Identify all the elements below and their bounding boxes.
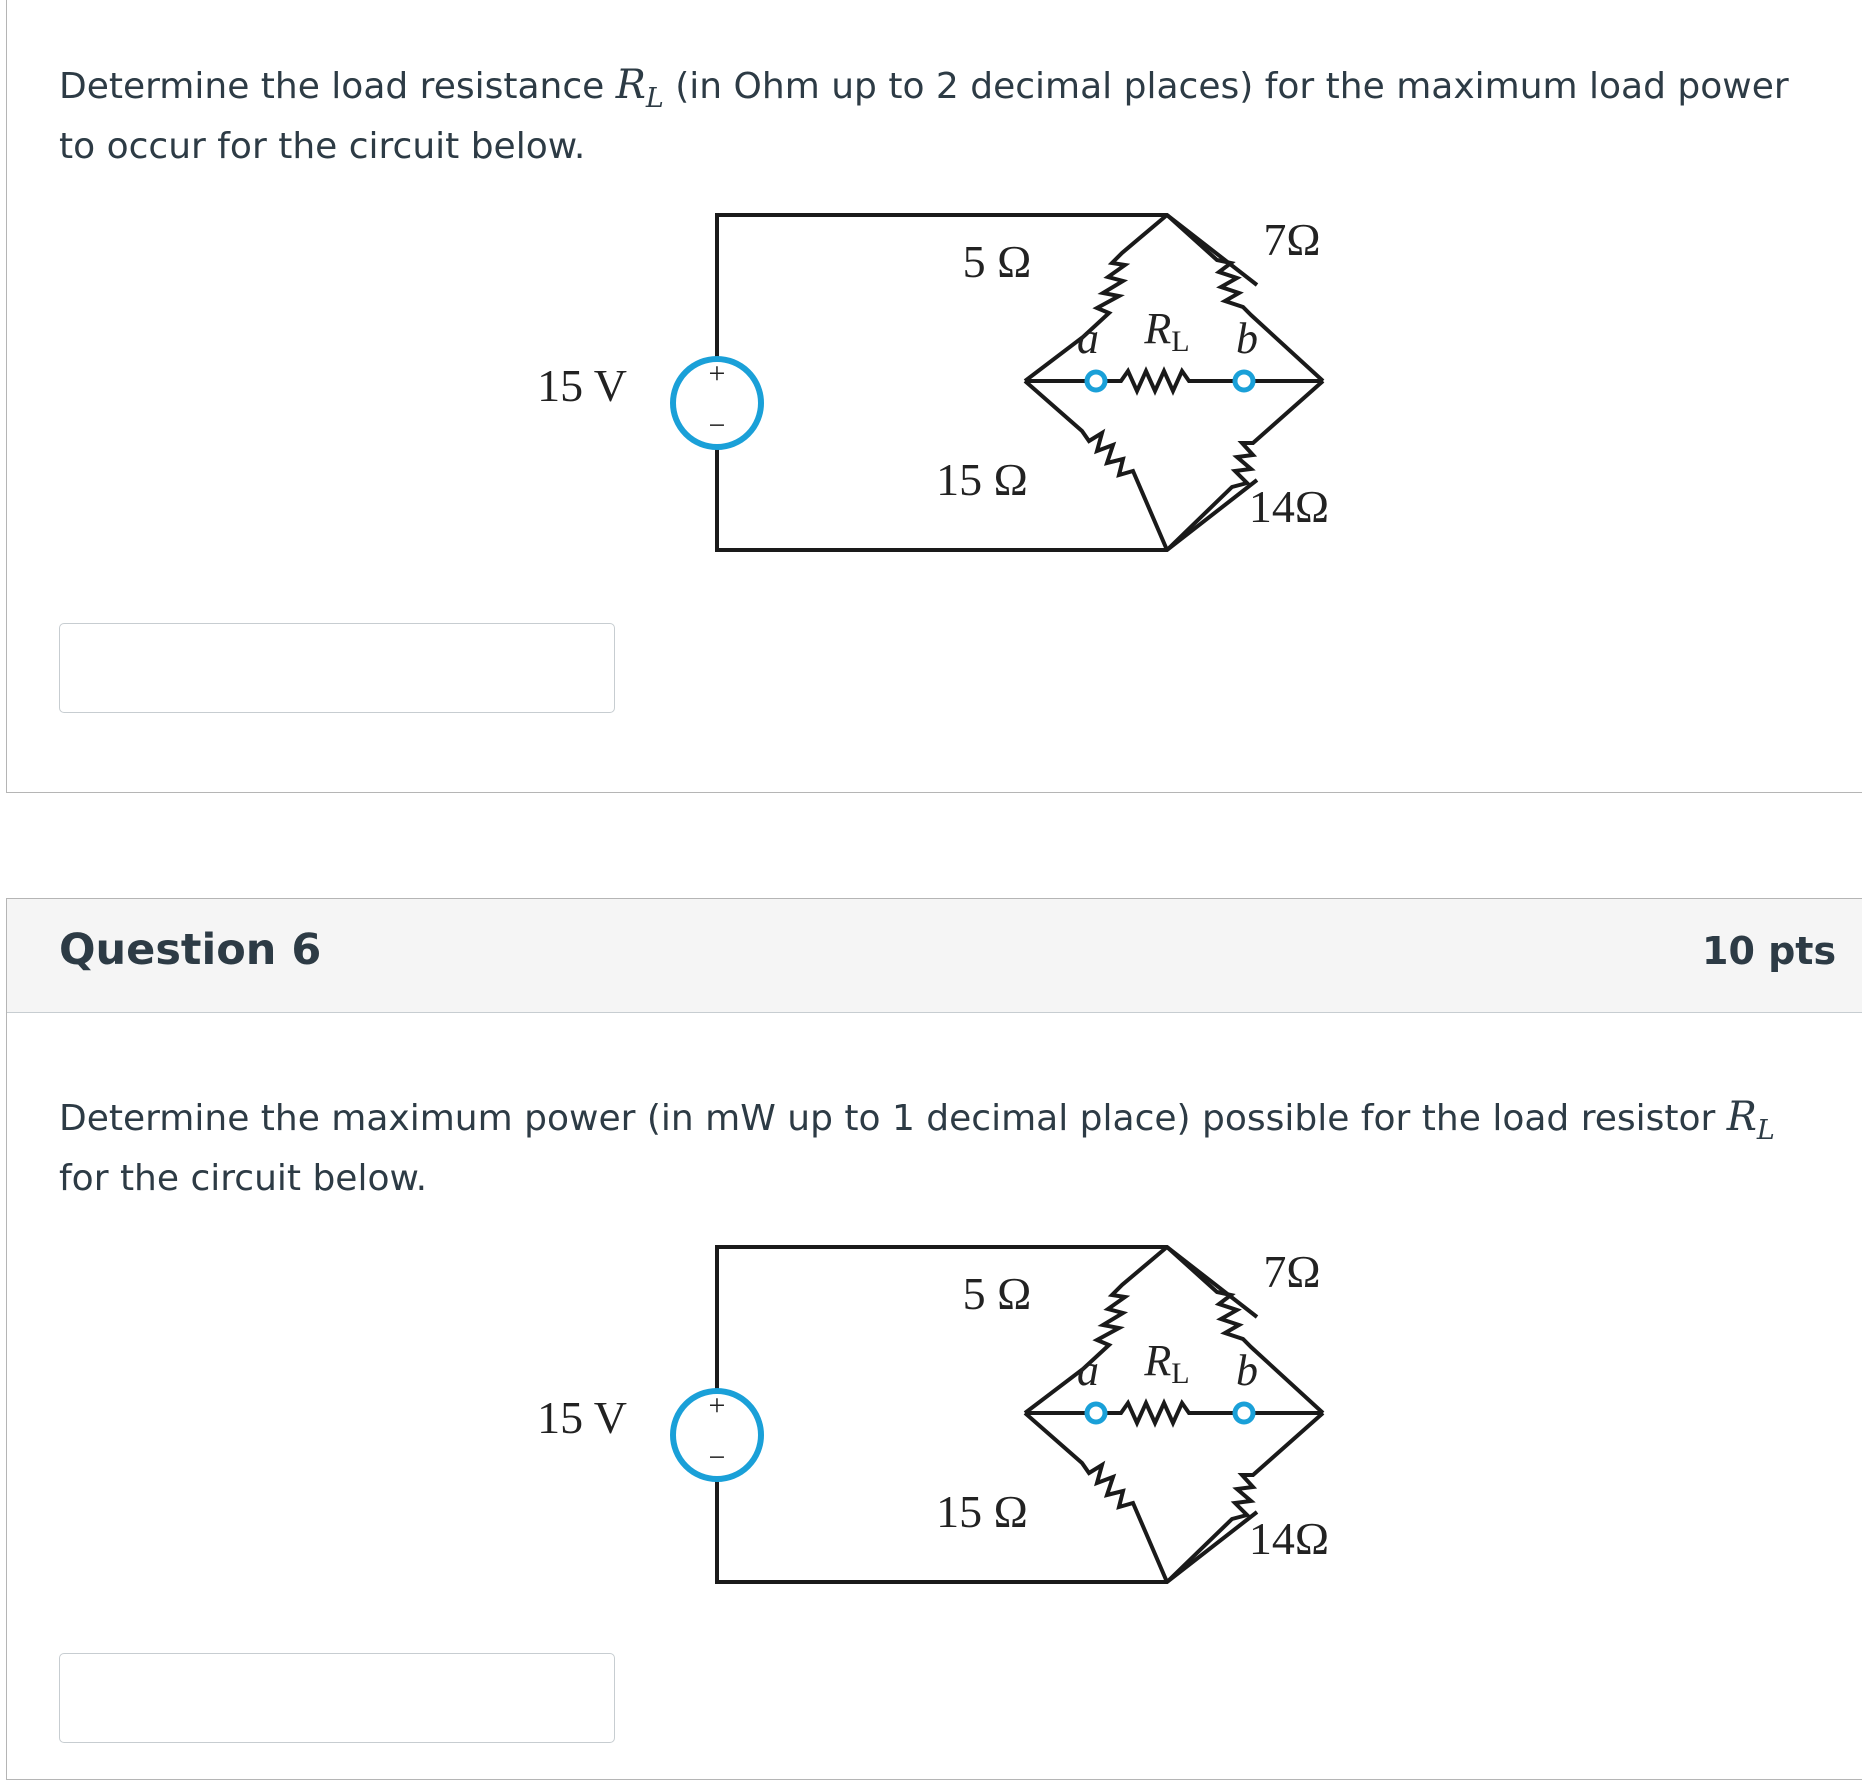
source-minus-sign: − — [708, 409, 726, 442]
question-6-prompt: Determine the maximum power (in mW up to 1 decimal place) possible for the load resistor $R_L$ for the circuit below. — [59, 1094, 1775, 1199]
load-resistor-label: RL — [1144, 304, 1190, 358]
node-a-label: a — [1077, 314, 1099, 363]
node-b-terminal — [1235, 372, 1253, 390]
resistor-15-ohm-label: 15 Ω — [936, 454, 1028, 505]
source-voltage-label: 15 V — [537, 360, 627, 411]
resistor-5-ohm-label: 5 Ω — [962, 1268, 1032, 1319]
question-5-answer-input[interactable] — [59, 623, 615, 713]
circuit-diagram — [537, 205, 1367, 565]
load-resistor-rl — [1103, 1403, 1237, 1423]
node-a-terminal — [1087, 1404, 1105, 1422]
source-voltage-label: 15 V — [537, 1392, 627, 1443]
resistor-5-ohm-label: 5 Ω — [962, 236, 1032, 287]
source-plus-sign: + — [708, 1389, 726, 1422]
question-6-card — [6, 898, 1862, 1780]
question-6-header — [7, 899, 1862, 1013]
resistor-7-ohm-label: 7Ω — [1263, 214, 1321, 265]
node-a-label: a — [1077, 1346, 1099, 1395]
load-resistor-label: RL — [1144, 1336, 1190, 1390]
node-b-label: b — [1236, 314, 1258, 363]
resistor-14-ohm-label: 14Ω — [1248, 1513, 1330, 1564]
rl-symbol: $R_L$ — [615, 62, 664, 114]
question-points: 10 pts — [1702, 929, 1837, 973]
resistor-7-ohm-label: 7Ω — [1263, 1246, 1321, 1297]
question-title: Question 6 — [59, 925, 322, 975]
question-6-answer-input[interactable] — [59, 1653, 615, 1743]
resistor-15-ohm — [1025, 1413, 1167, 1582]
circuit-diagram — [537, 1237, 1367, 1597]
node-b-label: b — [1236, 1346, 1258, 1395]
node-b-terminal — [1235, 1404, 1253, 1422]
node-a-terminal — [1087, 372, 1105, 390]
resistor-14-ohm-label: 14Ω — [1248, 481, 1330, 532]
source-plus-sign: + — [708, 357, 726, 390]
rl-symbol: $R_L$ — [1726, 1094, 1775, 1146]
question-5-prompt: Determine the load resistance $R_L$ (in Ohm up to 2 decimal places) for the maximum load power to occur for the circuit below. — [59, 62, 1789, 167]
question-5-card — [6, 0, 1862, 793]
resistor-15-ohm-label: 15 Ω — [936, 1486, 1028, 1537]
source-minus-sign: − — [708, 1441, 726, 1474]
resistor-15-ohm — [1025, 381, 1167, 550]
load-resistor-rl — [1103, 371, 1237, 391]
